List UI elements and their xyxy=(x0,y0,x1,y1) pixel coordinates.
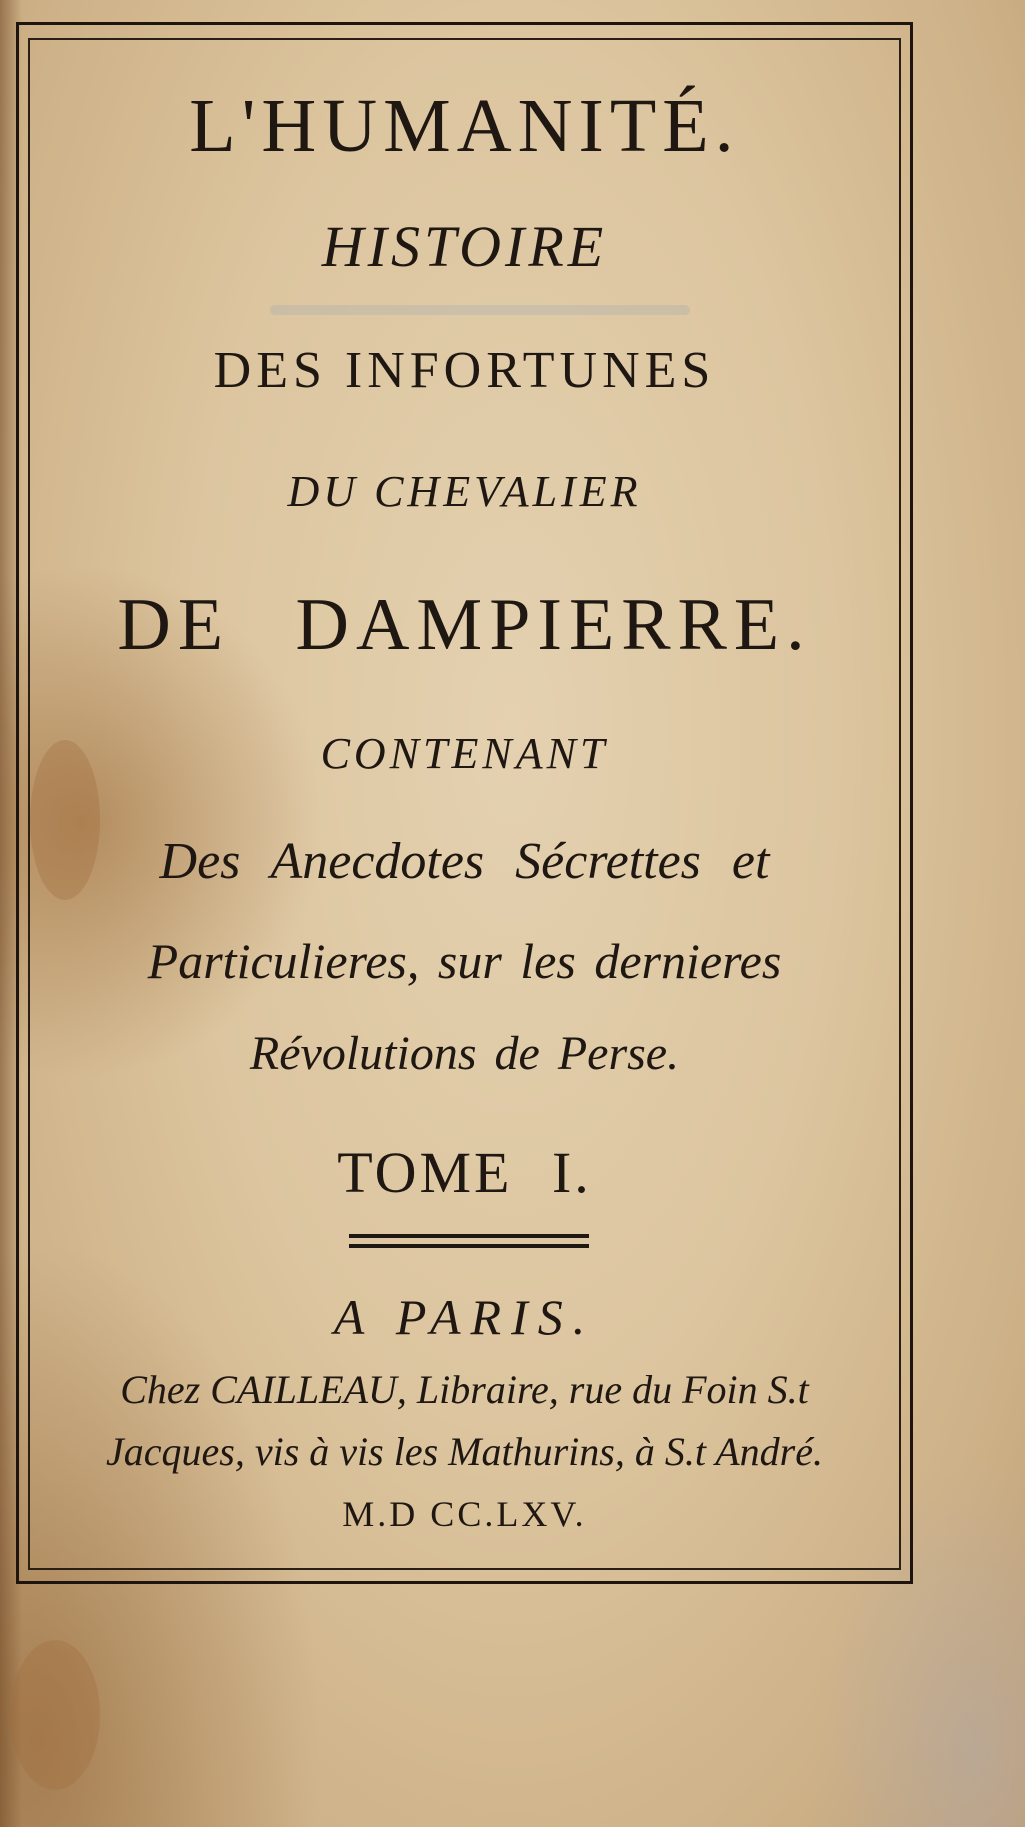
subtitle-chevalier: DU CHEVALIER xyxy=(287,467,642,516)
double-rule-divider xyxy=(349,1234,589,1248)
subject-name: DE DAMPIERRE. xyxy=(117,584,812,666)
stain-bottom-left xyxy=(10,1640,100,1790)
imprint-publisher-line-1: Chez CAILLEAU, Libraire, rue du Foin S.t xyxy=(120,1367,809,1412)
imprint-city: A PARIS. xyxy=(333,1289,596,1345)
imprint-publisher-line-2: Jacques, vis à vis les Mathurins, à S.t André. xyxy=(106,1429,823,1474)
description-line-3: Révolutions de Perse. xyxy=(249,1027,680,1080)
book-title: L'HUMANITÉ. xyxy=(189,84,740,168)
description-line-1: Des Anecdotes Sécrettes et xyxy=(159,833,770,890)
contenant-heading: CONTENANT xyxy=(320,729,609,778)
subtitle-infortunes: DES INFORTUNES xyxy=(213,342,716,399)
subtitle-histoire: HISTOIRE xyxy=(321,214,608,279)
imprint-date: M.D CC.LXV. xyxy=(342,1494,587,1534)
volume-label: TOME I. xyxy=(337,1140,592,1205)
description-line-2: Particulieres, sur les dernieres xyxy=(147,933,782,989)
